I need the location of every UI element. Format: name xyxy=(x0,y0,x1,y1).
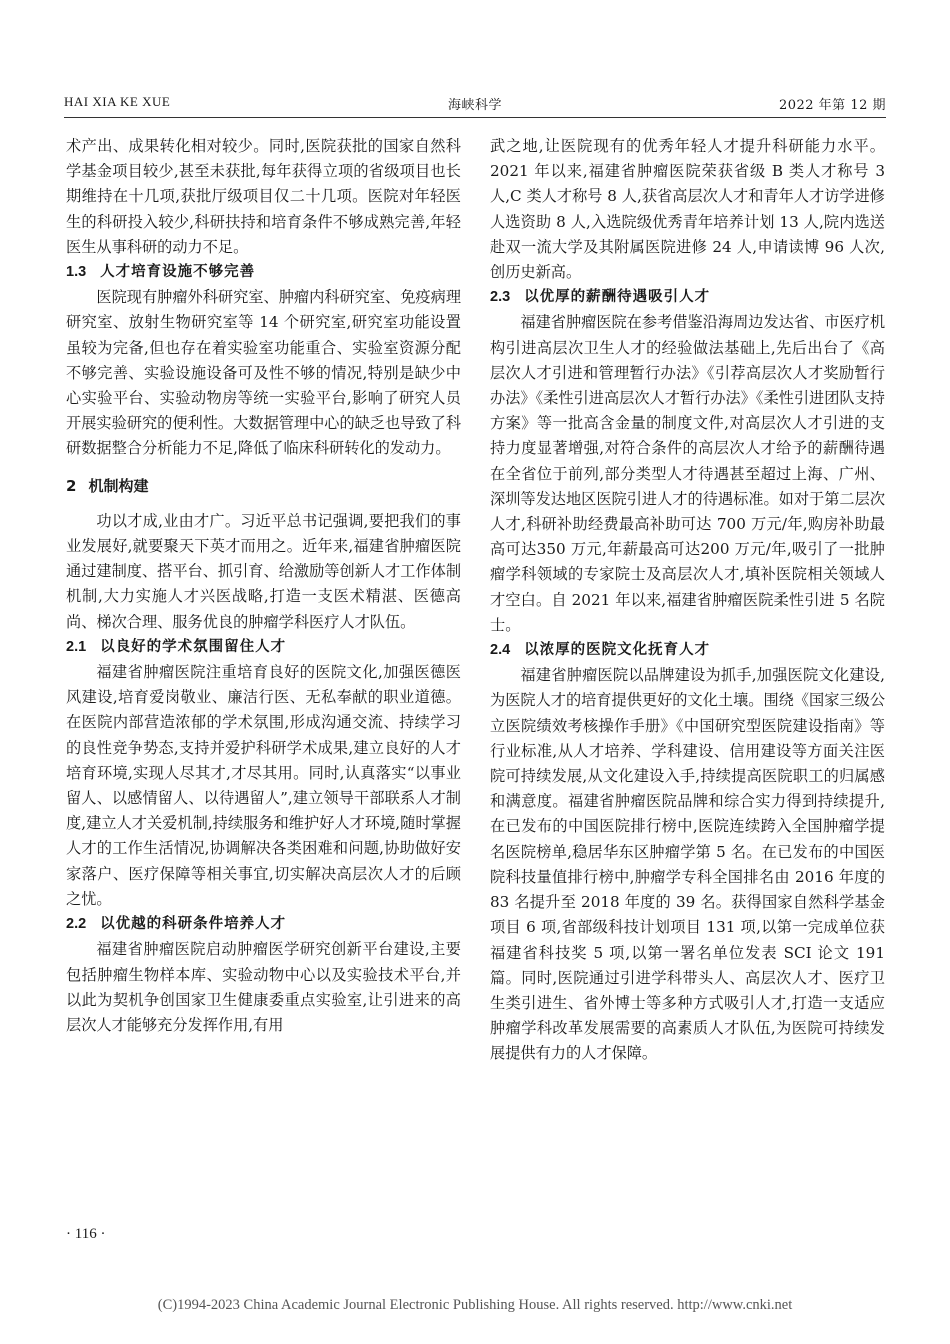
paragraph: 福建省肿瘤医院注重培育良好的医院文化,加强医德医风建设,培育爱岗敬业、廉洁行医、无私奉献的职业道德。在医院内部营造浓郁的学术氛围,形成沟通交流、持续学习的良性竞争势态,支持并爱护科研学术成果,建立良好的人才培育环境,实现人尽其才,才尽其用。同时,认真落实“以事业留人、以感情留人、以待遇留人”,建立领导干部联系人才制度,建立人才关爱机制,持续服务和维护好人才环境,随时掌握人才的工作生活情况,协调解决各类困难和问题,协助做好安家落户、医疗保障等相关事宜,切实解决高层次人才的后顾之忧。 xyxy=(66,663,461,908)
issue-label: 2022 年第 12 期 xyxy=(778,98,886,113)
section-title: 以优厚的薪酬待遇吸引人才 xyxy=(524,289,711,306)
section-number: 1.3 xyxy=(66,264,87,281)
journal-name-cn: 海峡科学 xyxy=(447,98,502,113)
section-number: 2.1 xyxy=(66,638,87,655)
section-number: 2.3 xyxy=(490,289,511,306)
section-heading-2-1 xyxy=(66,635,461,660)
section-number: 2.2 xyxy=(66,916,87,933)
section-title: 机制构建 xyxy=(88,476,149,495)
header-rule xyxy=(64,117,886,118)
running-header xyxy=(64,94,886,116)
section-number: 2.4 xyxy=(490,642,511,659)
section-heading-1-3 xyxy=(66,260,461,285)
section-title: 以浓厚的医院文化抚育人才 xyxy=(524,642,711,659)
journal-name-en: HAI XIA KE XUE xyxy=(64,94,171,109)
copyright-footer: (C)1994-2023 China Academic Journal Electronic Publishing House. All rights reserved. http://www.cnki.net xyxy=(157,1297,793,1313)
section-heading-2-2 xyxy=(66,912,461,937)
page-number: · 116 · xyxy=(66,1226,106,1242)
paragraph: 福建省肿瘤医院以品牌建设为抓手,加强医院文化建设,为医院人才的培育提供更好的文化土壤。围绕《国家三级公立医院绩效考核操作手册》《中国研究型医院建设指南》等行业标准,从人才培养、学科建设、信用建设等方面关注医院可持续发展,从文化建设入手,持续提高医院职工的归属感和满意度。福建省肿瘤医院品牌和综合实力得到持续提升,在已发布的中国医院排行榜中,医院连续跨入全国肿瘤学提名医院榜单,稳居华东区肿瘤学第 5 名。在已发布的中国医院科技量值排行榜中,肿瘤学专科全国排名由 2016 年度的 83 名提升至 2018 年度的 39 名。获得国家自然科学基金项目 6 项,省部级科技计划项目 131 项,以第一完成单位获福建省科技奖 5 项,以第一署名单位发表 SCI 论文 191 篇。同时,医院通过引进学科带头人、高层次人才、医疗卫生类引进生、省外博士等多种方式吸引人才,打造一支适应肿瘤学科改革发展需要的高素质人才队伍,为医院可持续发展提供有力的人才保障。 xyxy=(490,666,885,1063)
paragraph: 福建省肿瘤医院在参考借鉴沿海周边发达省、市医疗机构引进高层次卫生人才的经验做法基础上,先后出台了《高层次人才引进和管理暂行办法》《引荐高层次人才奖励暂行办法》《柔性引进高层次人才暂行办法》《柔性引进团队支持方案》等一批高含金量的制度文件,对高层次人才引进的支持力度显著增强,对符合条件的高层次人才给予的薪酬待遇在全省位于前列,部分类型人才待遇甚至超过上海、广州、深圳等发达地区医院引进人才的待遇标准。如对于第二层次人才,科研补助经费最高补助可达 700 万元/年,购房补助最高可达350 万元,年薪最高可达200 万元/年,吸引了一批肿瘤学科领域的专家院士及高层次人才,填补医院相关领域人才空白。自 2021 年以来,福建省肿瘤医院柔性引进 5 名院士。 xyxy=(490,313,885,634)
section-heading-2-3 xyxy=(490,285,885,310)
section-heading-2 xyxy=(66,474,461,499)
paragraph: 医院现有肿瘤外科研究室、肿瘤内科研究室、免疫病理研究室、放射生物研究室等 14 个研究室,研究室功能设置虽较为完备,但也存在着实验室功能重合、实验室资源分配不够完善、实验设施设备可及性不够的情况,特别是缺少中心实验平台、实验动物房等统一实验平台,影响了研究人员开展实验研究的便利性。大数据管理中心的缺乏也导致了科研数据整合分析能力不足,降低了临床科研转化的发动力。 xyxy=(66,288,461,458)
section-number: 2 xyxy=(66,476,77,495)
section-title: 以良好的学术氛围留住人才 xyxy=(100,638,287,655)
section-heading-2-4 xyxy=(490,638,885,663)
paragraph: 术产出、成果转化相对较少。同时,医院获批的国家自然科学基金项目较少,甚至未获批,每年获得立项的省级项目也长期维持在十几项,获批厅级项目仅二十几项。医院对年轻医生的科研投入较少,科研扶持和培育条件不够成熟完善,年轻医生从事科研的动力不足。 xyxy=(66,137,461,256)
right-column xyxy=(490,134,885,1067)
section-title: 以优越的科研条件培养人才 xyxy=(100,916,287,933)
left-column xyxy=(66,134,461,1038)
paragraph: 功以才成,业由才广。习近平总书记强调,要把我们的事业发展好,就要聚天下英才而用之。近年来,福建省肿瘤医院通过建制度、搭平台、抓引育、给激励等创新人才工作体制机制,大力实施人才兴医战略,打造一支医术精湛、医德高尚、梯次合理、服务优良的肿瘤学科医疗人才队伍。 xyxy=(66,511,461,631)
paragraph: 福建省肿瘤医院启动肿瘤医学研究创新平台建设,主要包括肿瘤生物样本库、实验动物中心以及实验技术平台,并以此为契机争创国家卫生健康委重点实验室,让引进来的高层次人才能够充分发挥作用,有用 xyxy=(66,940,461,1034)
paragraph: 武之地,让医院现有的优秀年轻人才提升科研能力水平。2021 年以来,福建省肿瘤医院荣获省级 B 类人才称号 3 人,C 类人才称号 8 人,获省高层次人才和青年人才访学进修人选资助 8 人,入选院级优秀青年培养计划 13 人,院内选送赴双一流大学及其附属医院进修 24 人,申请读博 96 人次,创历史新高。 xyxy=(490,137,885,282)
section-title: 人才培育设施不够完善 xyxy=(100,264,256,281)
